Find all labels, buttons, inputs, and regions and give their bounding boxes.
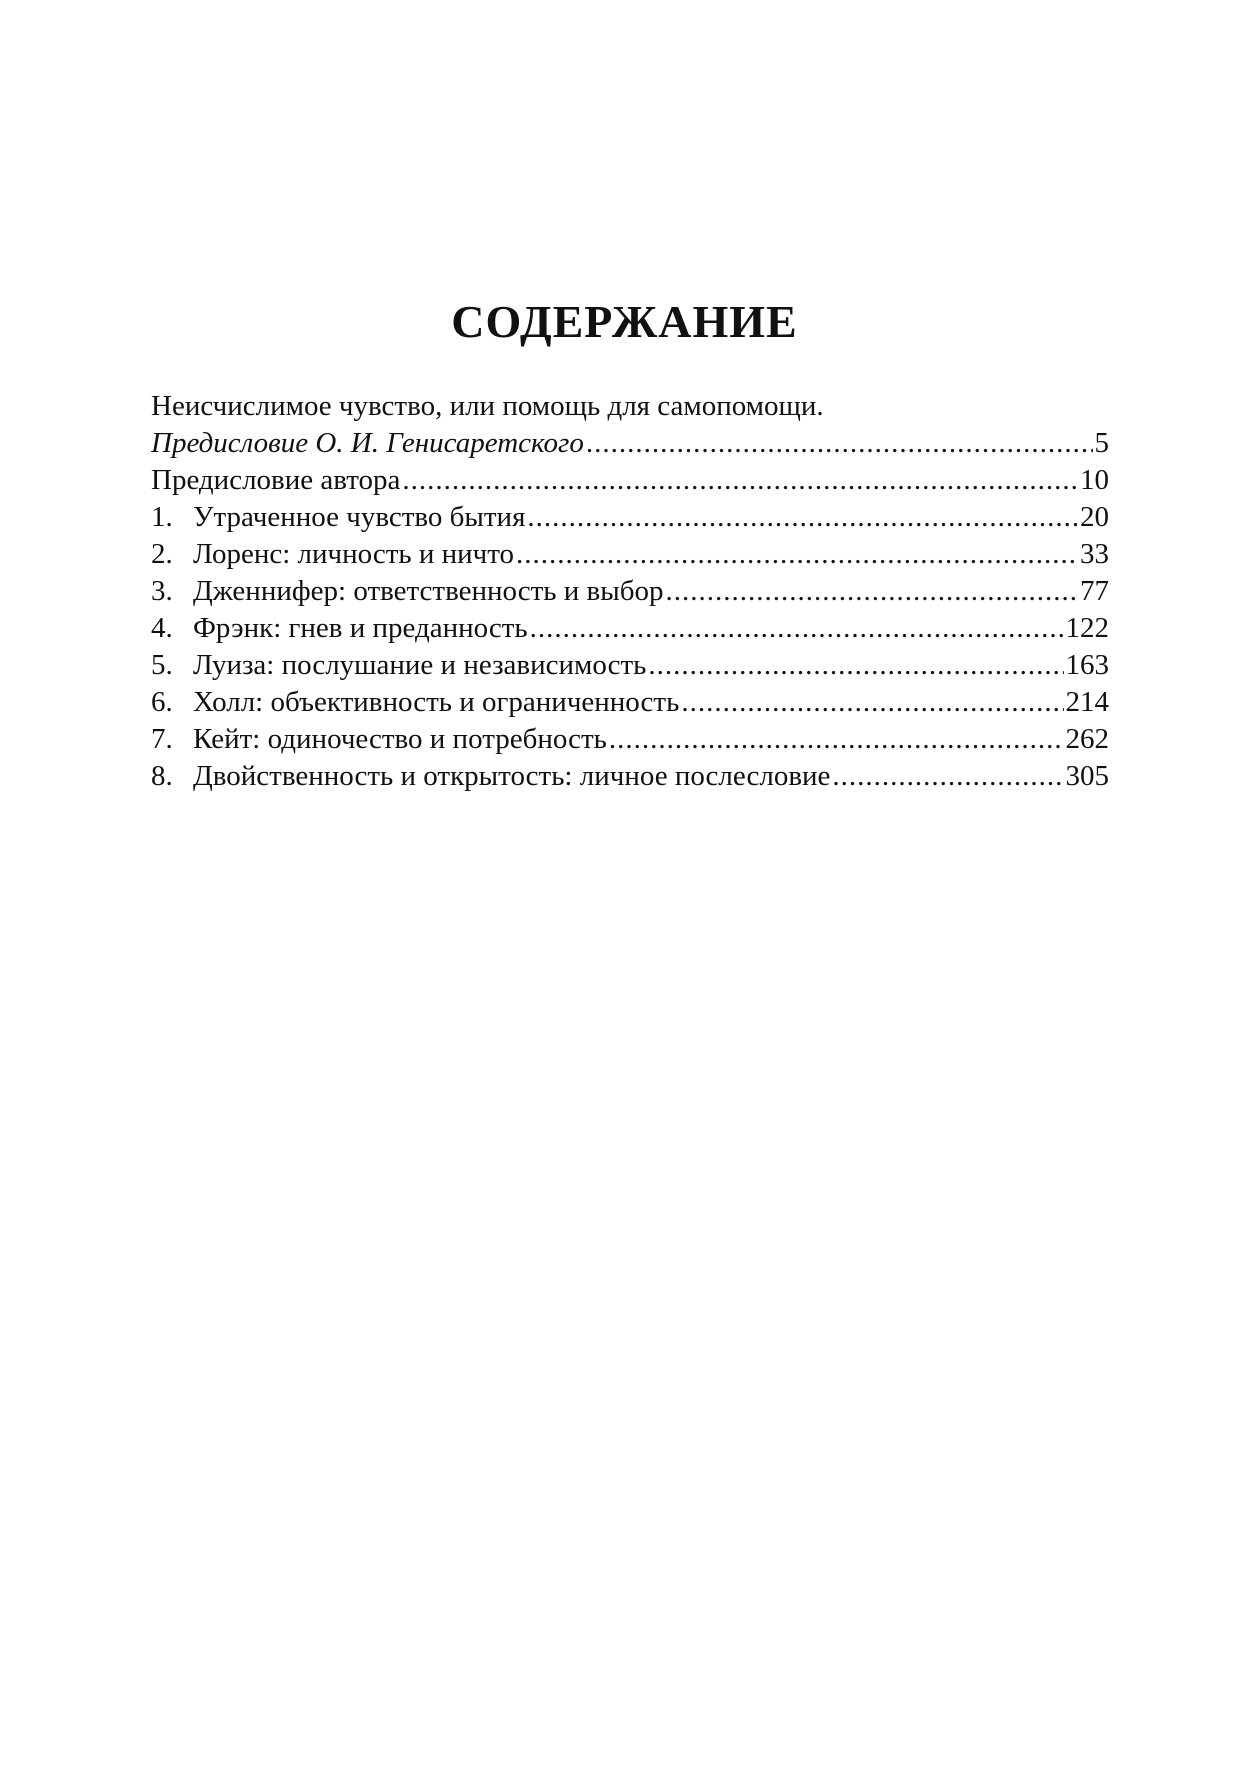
toc-heading-text: Неисчислимое чувство, или помощь для самопомощи.	[151, 390, 824, 422]
toc-entry-page: 77	[1080, 575, 1109, 607]
dot-leader	[648, 647, 1063, 684]
toc-entry-label: Холл: объективность и ограниченность	[193, 686, 680, 718]
dot-leader	[402, 462, 1078, 499]
dot-leader	[832, 758, 1063, 795]
toc-entry-number: 4.	[151, 612, 173, 644]
toc-entry-page: 214	[1065, 686, 1109, 718]
toc-entry	[151, 684, 1109, 721]
toc-entry	[151, 536, 1109, 573]
dot-leader	[609, 721, 1064, 758]
toc-entry	[151, 462, 1109, 499]
toc-entry-page: 20	[1080, 501, 1109, 533]
toc-entry-number: 1.	[151, 501, 173, 533]
toc-entry-number: 2.	[151, 538, 173, 570]
toc-entry-label: Предисловие О. И. Генисаретского	[151, 427, 584, 459]
toc-entry	[151, 647, 1109, 684]
table-of-contents	[151, 388, 1109, 795]
toc-entry-label: Луиза: послушание и независимость	[193, 649, 647, 681]
toc-entry-page: 163	[1065, 649, 1109, 681]
toc-entry-page: 33	[1080, 538, 1109, 570]
toc-entry	[151, 425, 1109, 462]
page-title: СОДЕРЖАНИЕ	[451, 296, 798, 347]
toc-entry-label: Дженнифер: ответственность и выбор	[193, 575, 664, 607]
toc-entry-page: 122	[1065, 612, 1109, 644]
dot-leader	[527, 499, 1078, 536]
toc-heading-line	[151, 388, 1109, 425]
toc-entry-label: Фрэнк: гнев и преданность	[193, 612, 528, 644]
toc-entry-number: 8.	[151, 760, 173, 792]
toc-entry-label: Кейт: одиночество и потребность	[193, 723, 607, 755]
toc-entry-label: Двойственность и открытость: личное послесловие	[193, 760, 831, 792]
toc-entry-label: Утраченное чувство бытия	[193, 501, 526, 533]
toc-entry-page: 305	[1065, 760, 1109, 792]
toc-entry	[151, 573, 1109, 610]
toc-entry	[151, 721, 1109, 758]
toc-entry-number: 3.	[151, 575, 173, 607]
toc-entry-number: 6.	[151, 686, 173, 718]
toc-entry	[151, 758, 1109, 795]
toc-entry-page: 5	[1094, 427, 1109, 459]
toc-entry-label: Лоренс: личность и ничто	[193, 538, 515, 570]
toc-entry-number: 7.	[151, 723, 173, 755]
dot-leader	[586, 425, 1093, 462]
toc-entry-page: 10	[1080, 464, 1109, 496]
dot-leader	[530, 610, 1064, 647]
toc-entry-label: Предисловие автора	[151, 464, 401, 496]
toc-entry	[151, 610, 1109, 647]
dot-leader	[681, 684, 1063, 721]
dot-leader	[516, 536, 1078, 573]
toc-entry-page: 262	[1065, 723, 1109, 755]
toc-entry-number: 5.	[151, 649, 173, 681]
toc-entry	[151, 499, 1109, 536]
dot-leader	[665, 573, 1078, 610]
